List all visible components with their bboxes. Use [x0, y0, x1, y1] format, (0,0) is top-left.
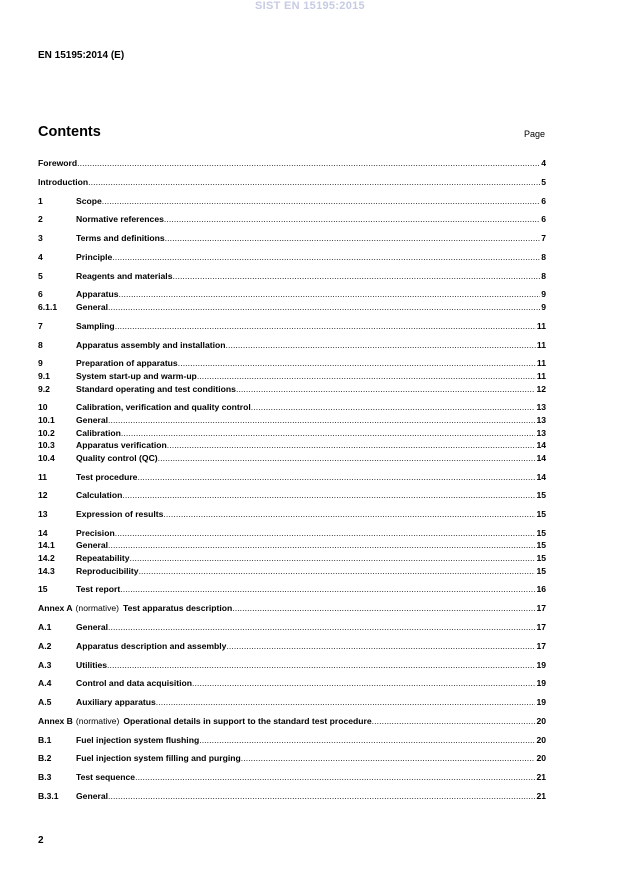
- toc-entry[interactable]: [38, 734, 546, 747]
- toc-entry[interactable]: [38, 251, 546, 264]
- toc-entry-title: Control and data acquisition: [76, 678, 193, 689]
- toc-entry[interactable]: [38, 339, 546, 352]
- toc-dot-leader: [115, 320, 536, 333]
- toc-entry-number: A.5: [38, 697, 52, 708]
- toc-entry-title: Precision: [76, 527, 115, 538]
- toc-dot-leader: [108, 621, 535, 634]
- toc-dot-leader: [115, 527, 536, 540]
- toc-entry-title: Apparatus assembly and installation: [76, 339, 226, 350]
- toc-entry-title: General: [76, 540, 109, 551]
- toc-entry[interactable]: [38, 508, 546, 521]
- toc-entry-number: 9.2: [38, 383, 50, 394]
- toc-entry[interactable]: [38, 357, 546, 370]
- toc-entry[interactable]: [38, 427, 546, 440]
- toc-entry-title: Test apparatus description: [123, 603, 233, 614]
- toc-entry-title: Fuel injection system filling and purging: [76, 753, 241, 764]
- toc-entry[interactable]: [38, 320, 546, 333]
- toc-entry[interactable]: [38, 213, 546, 226]
- toc-entry-number: A.4: [38, 678, 52, 689]
- toc-dot-leader: [156, 696, 536, 709]
- toc-entry-number: Annex B: [38, 715, 73, 726]
- toc-entry-title: Reproducibility: [76, 565, 139, 576]
- toc-entry-page: 9: [541, 289, 546, 300]
- toc-entry[interactable]: [38, 401, 546, 414]
- toc-entry-page: 13: [536, 427, 546, 438]
- toc-entry[interactable]: [38, 696, 546, 709]
- toc-entry-number: B.1: [38, 734, 52, 745]
- toc-dot-leader: [122, 489, 535, 502]
- toc-entry-title: System start-up and warm-up: [76, 371, 197, 381]
- toc-dot-leader: [232, 602, 535, 615]
- toc-entry[interactable]: [38, 471, 546, 484]
- toc-entry-page: 19: [536, 697, 546, 708]
- toc-entry-number: 13: [38, 509, 48, 520]
- toc-entry-page: 17: [536, 603, 546, 614]
- toc-entry-page: 19: [536, 678, 546, 689]
- toc-entry[interactable]: [38, 414, 546, 427]
- toc-entry-title: Foreword: [38, 158, 78, 168]
- toc-entry-title: General: [76, 622, 109, 632]
- toc-entry[interactable]: [38, 539, 546, 552]
- table-of-contents: [38, 157, 546, 803]
- toc-entry-title: Utilities: [76, 659, 108, 670]
- toc-dot-leader: [119, 288, 541, 301]
- toc-entry[interactable]: [38, 288, 546, 301]
- toc-entry-number: 7: [38, 320, 43, 331]
- toc-entry-number: A.1: [38, 622, 52, 632]
- toc-dot-leader: [165, 232, 541, 245]
- toc-entry-title: Test report: [76, 584, 121, 595]
- toc-entry-title: Scope: [76, 195, 102, 206]
- toc-entry-page: 15: [536, 527, 546, 538]
- toc-entry-title: Operational details in support to the standard test procedure: [123, 715, 372, 726]
- toc-entry-title: Introduction: [38, 176, 89, 187]
- toc-entry-page: 12: [536, 383, 546, 394]
- toc-dot-leader: [372, 715, 536, 728]
- toc-entry-number: B.3: [38, 772, 52, 783]
- toc-entry-number: 14.2: [38, 553, 55, 564]
- toc-entry-page: 14: [536, 471, 546, 482]
- toc-entry-page: 15: [536, 509, 546, 520]
- toc-entry-page: 20: [536, 734, 546, 745]
- toc-entry-number: 14.3: [38, 565, 55, 576]
- toc-entry-page: 15: [536, 553, 546, 564]
- toc-entry-title: Terms and definitions: [76, 233, 165, 244]
- toc-entry-number: A.2: [38, 640, 52, 651]
- toc-entry-page: 15: [536, 565, 546, 576]
- toc-entry-title: Fuel injection system flushing: [76, 734, 200, 745]
- toc-entry[interactable]: [38, 552, 546, 565]
- toc-entry-number: 9: [38, 358, 43, 369]
- toc-dot-leader: [167, 439, 536, 452]
- toc-entry-page: 8: [541, 251, 546, 262]
- toc-entry-page: 14: [536, 440, 546, 451]
- toc-dot-leader: [199, 734, 535, 747]
- toc-entry[interactable]: [38, 176, 546, 189]
- toc-dot-leader: [192, 677, 535, 690]
- toc-entry-page: 4: [541, 158, 546, 168]
- toc-entry-title: Calibration: [76, 427, 121, 438]
- toc-entry[interactable]: [38, 583, 546, 596]
- page-column-label: Page: [523, 129, 545, 139]
- toc-dot-leader: [77, 157, 540, 170]
- toc-entry[interactable]: [38, 621, 546, 634]
- toc-entry-title: Apparatus description and assembly: [76, 640, 227, 651]
- toc-entry-page: 6: [541, 195, 546, 206]
- toc-dot-leader: [108, 539, 535, 552]
- toc-entry-number: A.3: [38, 659, 52, 670]
- toc-entry-title: Calculation: [76, 490, 123, 501]
- toc-dot-leader: [130, 552, 536, 565]
- toc-entry-number: 4: [38, 251, 43, 262]
- toc-entry[interactable]: [38, 565, 546, 578]
- toc-entry-page: 13: [536, 414, 546, 425]
- toc-entry[interactable]: [38, 715, 546, 728]
- toc-entry-number: 3: [38, 233, 43, 244]
- toc-dot-leader: [108, 414, 535, 427]
- toc-entry-annex-type: (normative): [75, 603, 120, 614]
- toc-entry-page: 9: [541, 302, 546, 313]
- toc-entry-title: Preparation of apparatus: [76, 358, 178, 369]
- toc-entry-number: 14: [38, 527, 48, 538]
- toc-dot-leader: [102, 195, 540, 208]
- toc-entry-page: 11: [536, 371, 546, 381]
- toc-entry-title: Reagents and materials: [76, 270, 173, 281]
- toc-entry-page: 20: [536, 715, 546, 726]
- toc-dot-leader: [241, 752, 536, 765]
- watermark: SIST EN 15195:2015: [255, 0, 365, 12]
- toc-entry-number: 14.1: [38, 540, 55, 551]
- toc-entry-page: 16: [536, 584, 546, 595]
- toc-entry-page: 20: [536, 753, 546, 764]
- toc-entry-title: Calibration, verification and quality control: [76, 402, 251, 413]
- toc-dot-leader: [226, 640, 535, 653]
- toc-dot-leader: [158, 452, 536, 465]
- toc-entry-title: Standard operating and test conditions: [76, 383, 236, 394]
- toc-entry-number: 10: [38, 402, 48, 413]
- footer-page-number: 2: [38, 835, 44, 846]
- toc-entry[interactable]: [38, 771, 546, 784]
- toc-dot-leader: [225, 339, 535, 352]
- toc-entry-page: 21: [536, 772, 546, 783]
- toc-dot-leader: [197, 370, 536, 383]
- document-id: EN 15195:2014 (E): [38, 50, 125, 61]
- toc-entry-number: B.2: [38, 753, 52, 764]
- toc-dot-leader: [251, 401, 536, 414]
- toc-dot-leader: [108, 301, 540, 314]
- toc-entry-number: 10.4: [38, 452, 55, 463]
- toc-entry-number: 15: [38, 584, 48, 595]
- toc-entry-page: 6: [541, 214, 546, 225]
- toc-entry-number: 6: [38, 289, 43, 300]
- toc-entry[interactable]: [38, 270, 546, 283]
- toc-entry-page: 11: [536, 320, 546, 331]
- toc-dot-leader: [121, 427, 536, 440]
- toc-entry[interactable]: [38, 677, 546, 690]
- toc-entry[interactable]: [38, 452, 546, 465]
- toc-entry-page: 15: [536, 540, 546, 551]
- toc-entry-number: 5: [38, 270, 43, 281]
- toc-entry-page: 19: [536, 659, 546, 670]
- toc-entry-page: 21: [536, 791, 546, 802]
- toc-entry-title: General: [76, 414, 109, 425]
- toc-dot-leader: [137, 471, 535, 484]
- toc-entry-page: 17: [536, 622, 546, 632]
- toc-entry-page: 15: [536, 490, 546, 501]
- toc-entry-annex-type: (normative): [75, 715, 120, 726]
- toc-entry[interactable]: [38, 232, 546, 245]
- toc-entry[interactable]: [38, 790, 546, 803]
- toc-entry-page: 11: [536, 339, 546, 350]
- toc-dot-leader: [108, 790, 535, 803]
- toc-entry[interactable]: [38, 752, 546, 765]
- toc-entry[interactable]: [38, 195, 546, 208]
- toc-entry-title: Principle: [76, 251, 113, 262]
- toc-entry[interactable]: [38, 301, 546, 314]
- toc-entry[interactable]: [38, 439, 546, 452]
- toc-dot-leader: [164, 213, 540, 226]
- toc-entry-title: Test sequence: [76, 772, 136, 783]
- toc-entry-title: Sampling: [76, 320, 115, 331]
- toc-dot-leader: [88, 176, 540, 189]
- toc-entry-page: 13: [536, 402, 546, 413]
- toc-entry-number: 1: [38, 195, 43, 206]
- toc-entry[interactable]: [38, 527, 546, 540]
- toc-entry-title: Expression of results: [76, 509, 164, 520]
- toc-entry-title: General: [76, 302, 109, 313]
- toc-dot-leader: [163, 508, 535, 521]
- toc-dot-leader: [120, 583, 535, 596]
- toc-entry-page: 5: [541, 176, 546, 187]
- toc-entry-title: Quality control (QC): [76, 452, 158, 463]
- toc-entry-page: 17: [536, 640, 546, 651]
- toc-entry[interactable]: [38, 602, 546, 615]
- toc-dot-leader: [236, 383, 535, 396]
- toc-entry-number: 10.1: [38, 414, 55, 425]
- toc-dot-leader: [135, 771, 535, 784]
- toc-dot-leader: [112, 251, 540, 264]
- toc-entry-title: Auxiliary apparatus: [76, 697, 156, 708]
- toc-entry[interactable]: [38, 370, 546, 383]
- toc-entry-number: 2: [38, 214, 43, 225]
- toc-dot-leader: [178, 357, 536, 370]
- toc-entry-page: 7: [541, 233, 546, 244]
- toc-dot-leader: [107, 659, 535, 672]
- toc-entry-page: 14: [536, 452, 546, 463]
- toc-entry-page: 11: [536, 358, 546, 369]
- toc-dot-leader: [172, 270, 540, 283]
- toc-entry-number: 8: [38, 339, 43, 350]
- page-title: Contents: [38, 124, 101, 140]
- toc-entry-number: 10.3: [38, 440, 55, 451]
- toc-entry[interactable]: [38, 157, 546, 170]
- toc-entry-title: General: [76, 791, 109, 802]
- toc-entry-number: Annex A: [38, 603, 73, 614]
- toc-entry-title: Apparatus: [76, 289, 119, 300]
- toc-entry[interactable]: [38, 640, 546, 653]
- toc-entry-number: 9.1: [38, 371, 50, 381]
- toc-entry-number: 6.1.1: [38, 302, 58, 313]
- toc-dot-leader: [139, 565, 536, 578]
- toc-entry-title: Apparatus verification: [76, 440, 167, 451]
- toc-entry[interactable]: [38, 659, 546, 672]
- toc-entry[interactable]: [38, 489, 546, 502]
- toc-entry-title: Normative references: [76, 214, 164, 225]
- toc-entry-number: B.3.1: [38, 791, 59, 802]
- toc-entry[interactable]: [38, 383, 546, 396]
- toc-entry-number: 11: [38, 471, 48, 482]
- toc-entry-title: Repeatability: [76, 553, 130, 564]
- toc-entry-title: Test procedure: [76, 471, 138, 482]
- toc-entry-page: 8: [541, 270, 546, 281]
- toc-entry-number: 10.2: [38, 427, 55, 438]
- toc-entry-number: 12: [38, 490, 48, 501]
